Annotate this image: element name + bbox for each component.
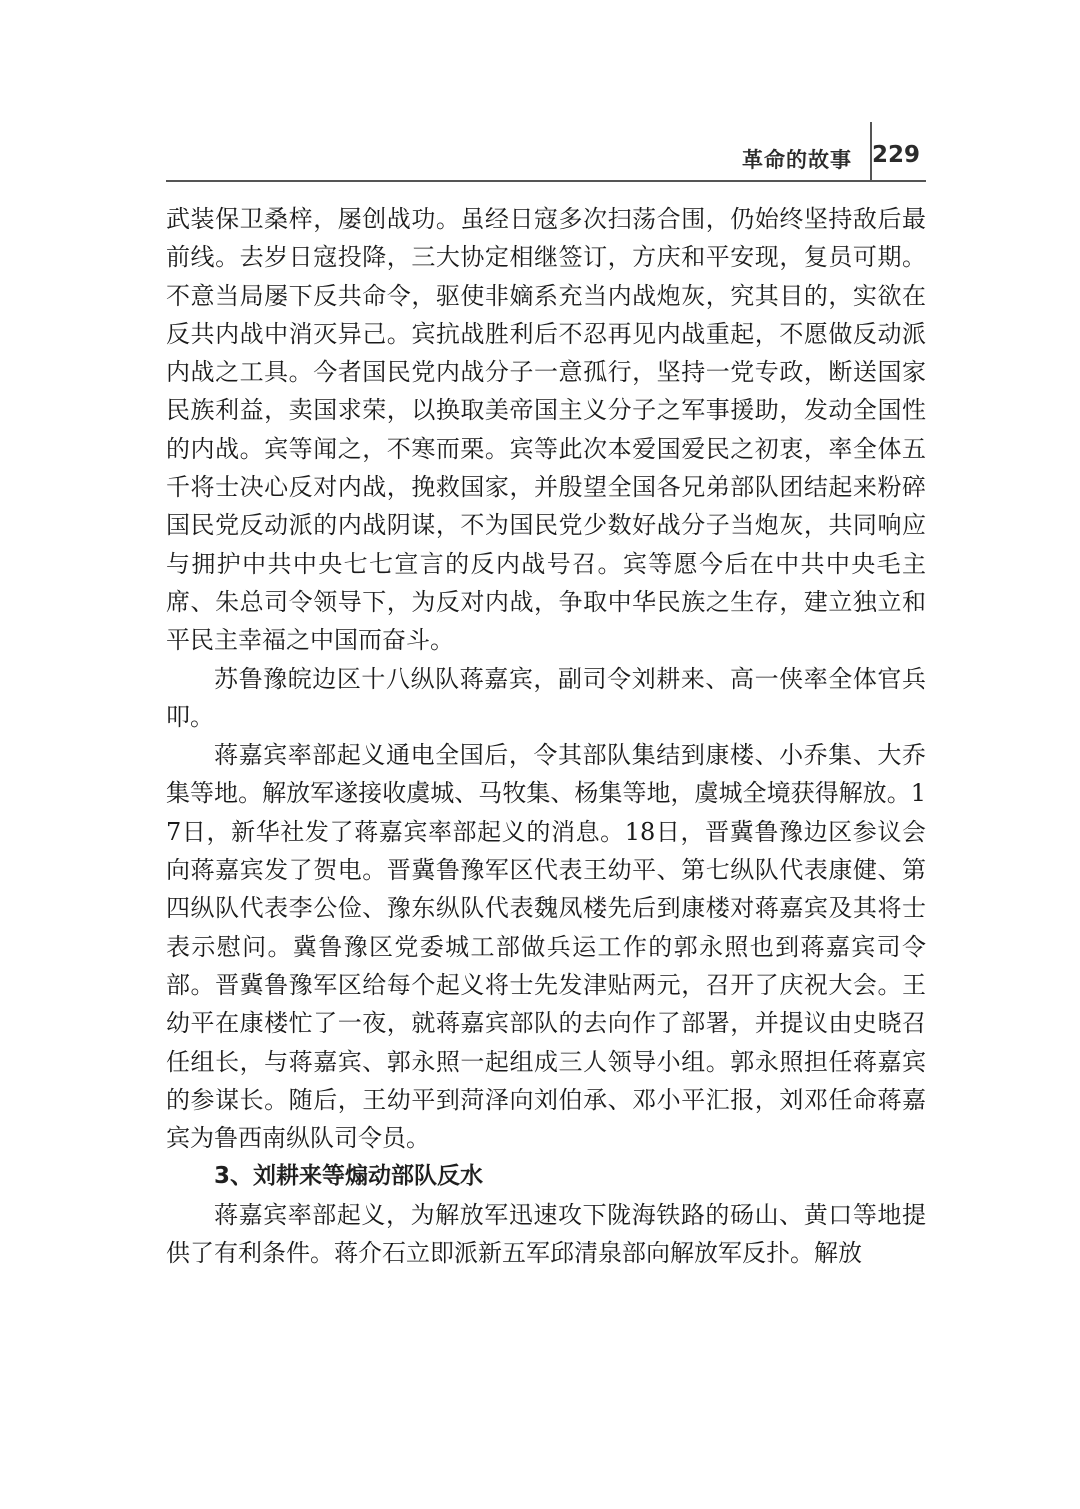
paragraph-section-start: 蒋嘉宾率部起义，为解放军迅速攻下陇海铁路的砀山、黄口等地提供了有利条件。蒋介石立即派新五军邱清泉部向解放军反扑。解放	[166, 1200, 926, 1268]
paragraph-telegram-body: 武装保卫桑梓，屡创战功。虽经日寇多次扫荡合围，仍始终坚持敌后最前线。去岁日寇投降，三大协定相继签订，方庆和平安现，复员可期。不意当局屡下反共命令，驱使非嫡系充当内战炮灰，究其目的，实欲在反共内战中消灭异己。宾抗战胜利后不忍再见内战重起，不愿做反动派内战之工具。今者国民党内战分子一意孤行，坚持一党专政，断送国家民族利益，卖国求荣，以换取美帝国主义分子之军事援助，发动全国性的内战。宾等闻之，不寒而栗。宾等此次本爱国爱民之初衷，率全体五千将士决心反对内战，挽救国家，并殷望全国各兄弟部队团结起来粉碎国民党反动派的内战阴谋，不为国民党少数好战分子当炮灰，共同响应与拥护中共中央七七宣言的反内战号召。宾等愿今后在中共中央毛主席、朱总司令领导下，为反对内战，争取中华民族之生存，建立独立和平民主幸福之中国而奋斗。	[166, 205, 926, 655]
page-body	[166, 200, 926, 1272]
paragraph-telegram-signature: 苏鲁豫皖边区十八纵队蒋嘉宾，副司令刘耕来、高一侠率全体官兵叩。	[166, 664, 926, 731]
running-header	[166, 110, 926, 182]
header-rule	[166, 180, 926, 182]
chapter-title: 革命的故事	[742, 148, 852, 172]
page-number: 229	[871, 142, 920, 168]
paragraph-after-uprising: 蒋嘉宾率部起义通电全国后，令其部队集结到康楼、小乔集、大乔集等地。解放军遂接收虞城、马牧集、杨集等地，虞城全境获得解放。17日，新华社发了蒋嘉宾率部起义的消息。18日，晋冀鲁豫边区参议会向蒋嘉宾发了贺电。晋冀鲁豫军区代表王幼平、第七纵队代表康健、第四纵队代表李公俭、豫东纵队代表魏凤楼先后到康楼对蒋嘉宾及其将士表示慰问。冀鲁豫区党委城工部做兵运工作的郭永照也到蒋嘉宾司令部。晋冀鲁豫军区给每个起义将士先发津贴两元，召开了庆祝大会。王幼平在康楼忙了一夜，就蒋嘉宾部队的去向作了部署，并提议由史晓召任组长，与蒋嘉宾、郭永照一起组成三人领导小组。郭永照担任蒋嘉宾的参谋长。随后，王幼平到菏泽向刘伯承、邓小平汇报，刘邓任命蒋嘉宾为鲁西南纵队司令员。	[166, 741, 926, 1153]
section-heading: 3、刘耕来等煽动部队反水	[214, 1163, 484, 1190]
